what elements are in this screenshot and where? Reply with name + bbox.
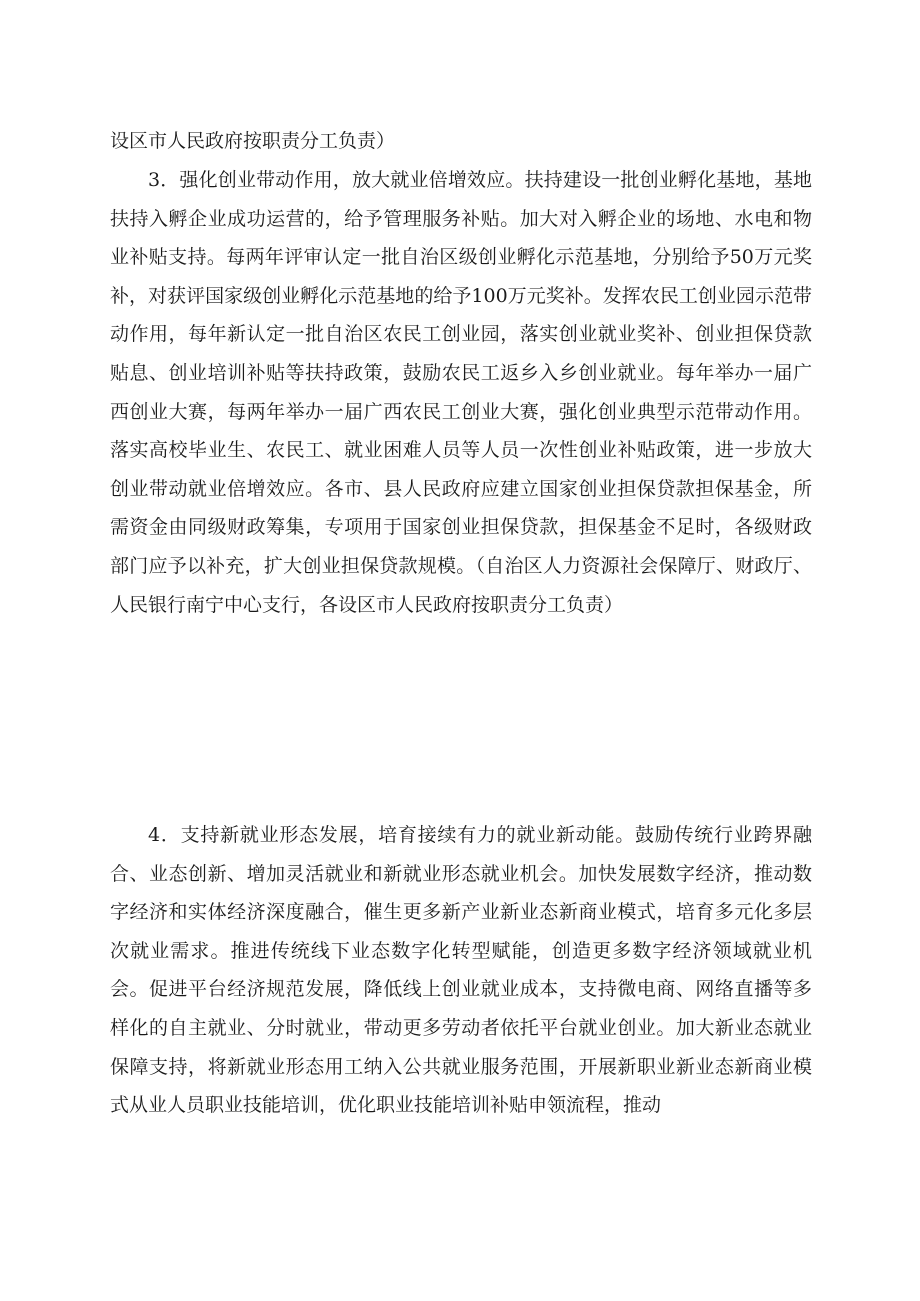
paragraph-4: 4．支持新就业形态发展，培育接续有力的就业新动能。鼓励传统行业跨界融合、业态创新、增加灵活就业和新就业形态就业机会。加快发展数字经济，推动数字经济和实体经济深度融合，催生更多新产业新业态新商业模式，培育多元化多层次就业需求。推进传统线下业态数字化转型赋能，创造更多数字经济领域就业机会。促进平台经济规范发展，降低线上创业就业成本，支持微电商、网络直播等多样化的自主就业、分时就业，带动更多劳动者依托平台就业创业。加大新业态就业保障支持，将新就业形态用工纳入公共就业服务范围，开展新职业新业态新商业模式从业人员职业技能培训，优化职业技能培训补贴申领流程，推动: [110, 824, 812, 1117]
continuation-text: 设区市人民政府按职责分工负责）: [110, 130, 396, 152]
paragraph-3: 3．强化创业带动作用，放大就业倍增效应。扶持建设一批创业孵化基地，基地扶持入孵企业成功运营的，给予管理服务补贴。加大对入孵企业的场地、水电和物业补贴支持。每两年评审认定一批自治区级创业孵化示范基地，分别给予50万元奖补，对获评国家级创业孵化示范基地的给予100万元奖补。发挥农民工创业园示范带动作用，每年新认定一批自治区农民工创业园，落实创业就业奖补、创业担保贷款贴息、创业培训补贴等扶持政策，鼓励农民工返乡入乡创业就业。每年举办一届广西创业大赛，每两年举办一届广西农民工创业大赛，强化创业典型示范带动作用。落实高校毕业生、农民工、就业困难人员等人员一次性创业补贴政策，进一步放大创业带动就业倍增效应。各市、县人民政府应建立国家创业担保贷款担保基金，所需资金由同级财政筹集，专项用于国家创业担保贷款，担保基金不足时，各级财政部门应予以补充，扩大创业担保贷款规模。（自治区人力资源社会保障厅、财政厅、人民银行南宁中心支行，各设区市人民政府按职责分工负责）: [110, 169, 812, 616]
